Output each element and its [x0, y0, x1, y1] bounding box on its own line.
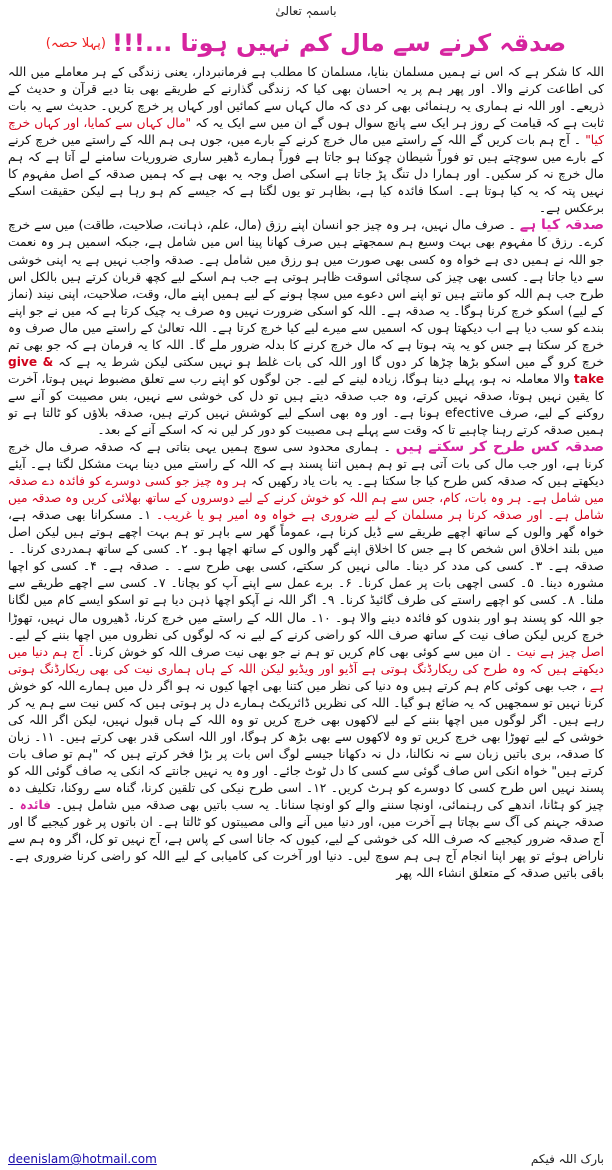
- section2-text-c: ۔ صدقہ جہنم کی آگ سے بچاتا ہے آخرت میں، اور دنیا میں آنے والی مصیبتوں کو ٹالتا ہے۔ ان باتوں پر غور کیجیے گا اور آج صدقہ ضرور کیجیے کہ صرف اللہ کی خوشی کے لیے، کیوں کہ جانا اسی کے پاس ہے، آج نہیں تو کل، اگر وہ ہم سے ناراض ہوئے تو پھر اپنا انجام آج ہی ہم سوچ لیں۔ دنیا اور آخرت کی کامیابی کے لیے اللہ کو راضی کرنا ضروری ہے۔ باقی باتیں صدقہ کے متعلق انشاء اللہ پھر: [8, 798, 604, 881]
- section1-text-c: ہونا ہے۔ اور وہ بھی اسکے لیے کوشش نہیں کرتے ہیں، صدقہ بلاؤں کو ٹالتا ہے تو ہمیں صدقہ کرتے رہنا چاہیے تا کہ وقت سے پہلے ہی مصیبت کو دور کر لیں نہ کہ اسکے آنے کے بعد۔: [8, 405, 604, 437]
- section1-text-b: والا معاملہ نہ ہو، پہلے دینا ہوگا، زیادہ لینے کے لیے۔ جن لوگوں کو اپنے رب سے تعلق مضبوط نہیں ہوتا، آخرت کا یقین نہیں ہوتا، صدقہ نہیں کرتے، وہ جب صدقہ دیتے ہیں تو دل کی خوشی سے نہیں، بس مصیبت کو آنے سے روکنے کے لیے، صرف: [8, 371, 604, 420]
- give-take-phrase: give & take: [8, 354, 604, 386]
- bismillah-header: باسمہٖ تعالیٰ: [275, 4, 337, 18]
- part-label: (پہلا حصہ): [45, 35, 106, 51]
- section2-red-highlight-a: ہر وہ چیز جو کسی دوسرے کو فائدہ دے صدقہ میں شامل ہے۔ ہر وہ بات، کام، جس سے ہم اللہ کو خوش کرنے کے لیے دوسروں کے ساتھ بھلائی کریں وہ صدقہ میں شامل ہے۔ اور صدقہ کرنا ہر مسلمان کے لیے ضروری ہے خواہ وہ امیر ہو یا غریب۔: [8, 474, 604, 523]
- section2-red-highlight-b: آج ہم دنیا میں دیکھتے ہیں کہ وہ طرح کی ریکارڈنگ ہوتی ہے آڈیو اور ویڈیو لیکن اللہ کے ہاں ہماری نیت کی بھی ریکارڈنگ ہوتی ہے: [8, 644, 604, 693]
- section-heading-how-to-give: صدقہ کس طرح کر سکتے ہیں: [395, 439, 604, 456]
- intro-paragraph: [8, 64, 604, 217]
- section2-text-b: ، جب بھی کوئی کام ہم کرتے ہیں وہ دنیا کی نظر میں کتنا بھی اچھا کیوں نہ ہو اگر دل میں ہمارے اللہ کو خوش کرنا نہیں تو سمجھیں کہ یہ ضائع ہو گیا۔ اللہ کی نظریں ڈائریکٹ ہمارے دل پر ہوتی ہیں کہ کس نیت سے ہم یہ کر رہے ہیں۔ اگر لوگوں میں اچھا بننے کے لیے لاکھوں بھی خرچ کریں تو وہ اللہ کے ہاں قبول نہیں، لیکن اگر اللہ کی خوشی کے لیے تھوڑا بھی خرچ کریں تو وہ لاکھوں سے بھی بڑھ کر ہوگا، اور اللہ اسکی قدر بھی کرتے ہیں۔ ۱۱۔ زبان کا صدقہ، بری باتیں زبان سے نہ نکالنا، دل نہ دکھانا جیسے لوگ اس بات پر بڑا فخر کرتے ہیں کہ "ہم تو صاف بات کرتے ہیں" خواہ انکی اس صاف گوئی سے کسی کا دل ٹوٹ جائے۔ اور وہ یہ نہیں جانتے کہ انکی یہ صاف گوئی اللہ کو پسند نہیں اس طرح کسی کا دوسرے کو ہرٹ کریں۔ ۱۲۔ اسی طرح نیکی کی تلقین کرنا، گناہ سے روکنا، تکلیف دہ چیز کو ہٹانا، اندھے کی رہنمائی، اونچا سننے والے کو اونچا سنانا۔ یہ سب باتیں بھی صدقہ میں شامل ہیں۔: [8, 678, 604, 813]
- email-link[interactable]: deenislam@hotmail.com: [8, 1152, 157, 1166]
- footer: [8, 1150, 604, 1168]
- section2-text-a: ۔ ہماری محدود سی سوچ ہمیں یہی بتاتی ہے کہ صدقہ صرف مال خرچ کرنا ہے، اور جب مال کی بات آتی ہے تو ہم ہمیں اتنا پسند ہے کہ اللہ کے راستے میں دینا بہت مشکل لگتا ہے۔ آیئے دیکھتے ہیں کہ صدقہ کس طرح کیا جا سکتا ہے۔ یہ بات یاد رکھیں کہ: [8, 440, 604, 489]
- title-row: [8, 26, 604, 60]
- section-heading-what-is-sadqa: صدقہ کیا ہے: [519, 217, 604, 234]
- section-how-to-give: [8, 439, 604, 882]
- page-title: صدقہ کرنے سے مال کم نہیں ہوتا ...!!!: [112, 29, 567, 57]
- section2-items: ۱۔ مسکرانا بھی صدقہ ہے، خواہ گھر والوں کے ساتھ اچھے طریقے سے ڈیل کرنا ہے، عموماً گھر سے باہر تو ہم بہت اچھے ہوتے ہیں لیکن اصل میں بلند اخلاق اس شخص کا ہے جس کا اخلاق اپنے گھر والوں کے ساتھ اچھا ہو۔ ۲۔ کسی کے ساتھ ہمدردی کرنا۔ ۔ صدقہ ہے۔ ۳۔ کسی کی مدد کر دینا۔ مالی نہیں کر سکتے، کسی بھی طرح سے۔ ۔ صدقہ ہے۔ ۴۔ کسی کو اچھا مشورہ دینا۔ ۵۔ کسی اچھی بات پر عمل کرنا۔ ۶۔ برے عمل سے اپنے آپ کو بچانا۔ ۷۔ کسی سے اچھے طریقے سے ملنا۔ ۸۔ کسی کو اچھے راستے کی طرف گائیڈ کرنا۔ ۹۔ اگر اللہ نے آپکو اچھا ذہن دیا ہے تو اسکو ایسے کام میں لگانا جو اللہ کو پسند ہو اور بندوں کو فائدہ دینے والا ہو۔ ۱۰۔ مال اللہ کے راستے میں خرچ کرنا، ڈھیروں مال نہیں، تھوڑا خرچ کریں لیکن صاف نیت کے ساتھ صرف اللہ کو راضی کرنے کے لیے نہ کہ لوگوں کی نظروں میں اچھا بننے کے لیے۔: [8, 508, 604, 642]
- efective-word: efective: [444, 405, 494, 420]
- section2-mid-a: ۔ ان میں سے کوئی بھی کام کریں تو ہم نے جو بھی نیت صرف اللہ کو خوش کرنا۔: [87, 644, 513, 659]
- intro-quote: "مال کہاں سے کمایا، اور کہاں خرچ کیا": [8, 116, 604, 148]
- article-body: [8, 64, 604, 1146]
- section-what-is-sadqa: [8, 217, 604, 439]
- footer-text: بارک اللہ فیکم: [530, 1152, 604, 1166]
- section1-text-a: ۔ صرف مال نہیں، ہر وہ چیز جو انسان اپنے رزق (مال، علم، ذہانت، صلاحیت، طاقت) میں سے خرچ کرے۔ رزق کا مفہوم بھی بہت وسیع ہم سمجھتے ہیں صرف کھانا پینا اس میں شامل ہے، جبکہ اسمیں ہر وہ نعمت جو اللہ نے ہمیں دی ہے خواہ وہ کسی بھی صورت میں ہو رزق میں شامل ہے۔ صدقہ واجب نہیں ہے یہ اپنی خوشی سے دیا جاتا ہے۔ کسی بھی چیز کی سچائی اسوقت ظاہر ہوتی ہے جب ہم اسکے لیے کچھ قربان کرتے ہیں بالکل اس طرح جب ہم اللہ کو مانتے ہیں تو اپنے اس دعوے میں سچا ہونے کے لیے ہمیں اپنے مال، وقت، صلاحیت، اپنی نیند (نماز کے لیے) اسکو خرچ کرنا ہوگا۔ یہ صدقہ ہے۔ اللہ کو اسکی ضرورت نہیں وہ صرف یہ چیک کرتا ہے کہ میں نے جو اپنے بندے کو سب دیا ہے اب دیکھتا ہوں کہ اسمیں سے میرے لیے کیا خرچ کرتا ہے۔ اللہ تعالیٰ کے راستے میں مال صرف وہ خرچ کر سکتا ہے جس کو یہ پتہ ہوتا ہے کہ مال خرچ کرنے کا بدلہ ضرور ملے گا۔ اللہ کا یہ فرمان ہے کہ جو بھی تم خرچ کرو گے میں اسکو بڑھا چڑھا کر دوں گا اور اللہ کی بات غلط ہو نہیں سکتی لیکن شرط یہ ہے کہ: [8, 218, 604, 369]
- intro-text-1: اللہ کا شکر ہے کہ اس نے ہمیں مسلمان بنایا، مسلمان کا مطلب ہے فرمانبردار، یعنی زندگی کے ہر معاملے میں اللہ کی اطاعت کرنے والا۔ اور پھر ہم پر یہ احسان بھی کیا کہ زندگی گذارنے کے طریقے بھی بتا دیے قرآن و حدیث کے ذریعے۔ اور اللہ نے ہماری یہ رہنمائی بھی کر دی کہ مال کہاں سے کمائیں اور کہاں پر خرچ کریں۔ حدیث سے یہ بات ثابت ہے کہ قیامت کے روز ہر ایک سے پانچ سوال ہوں گے ان میں سے ایک یہ کہ: [8, 65, 604, 131]
- benefit-label: فائدہ: [19, 798, 52, 813]
- intro-text-2: ۔ آج ہم بات کریں گے اللہ کے راستے میں مال خرچ کرنے کے بارے میں، جوں ہی ہم اللہ کے راستے میں خرچ کرنے کے بارے میں سوچتے ہیں تو فوراً شیطان چوکنا ہو جاتا ہے فوراً ہمارے ڈھیر ساری ضروریات سامنے لے آتا ہے کہ ہم مال خرچ نہ کر سکیں۔ اور ہمارا دل تنگ پڑ جاتا ہے اسکی اصل وجہ یہ بھی ہے کہ ہمیں صدقہ کے اصل مفہوم کا نہیں پتہ کہ یہ کیا ہوتا ہے۔ اسکا فائدہ کیا ہے، بظاہر تو یوں لگتا ہے کہ جیسے کم ہو رہا ہے لیکن حقیقت اسکے برعکس ہے۔: [8, 133, 604, 216]
- intention-highlight: اصل چیز ہے نیت: [516, 644, 604, 659]
